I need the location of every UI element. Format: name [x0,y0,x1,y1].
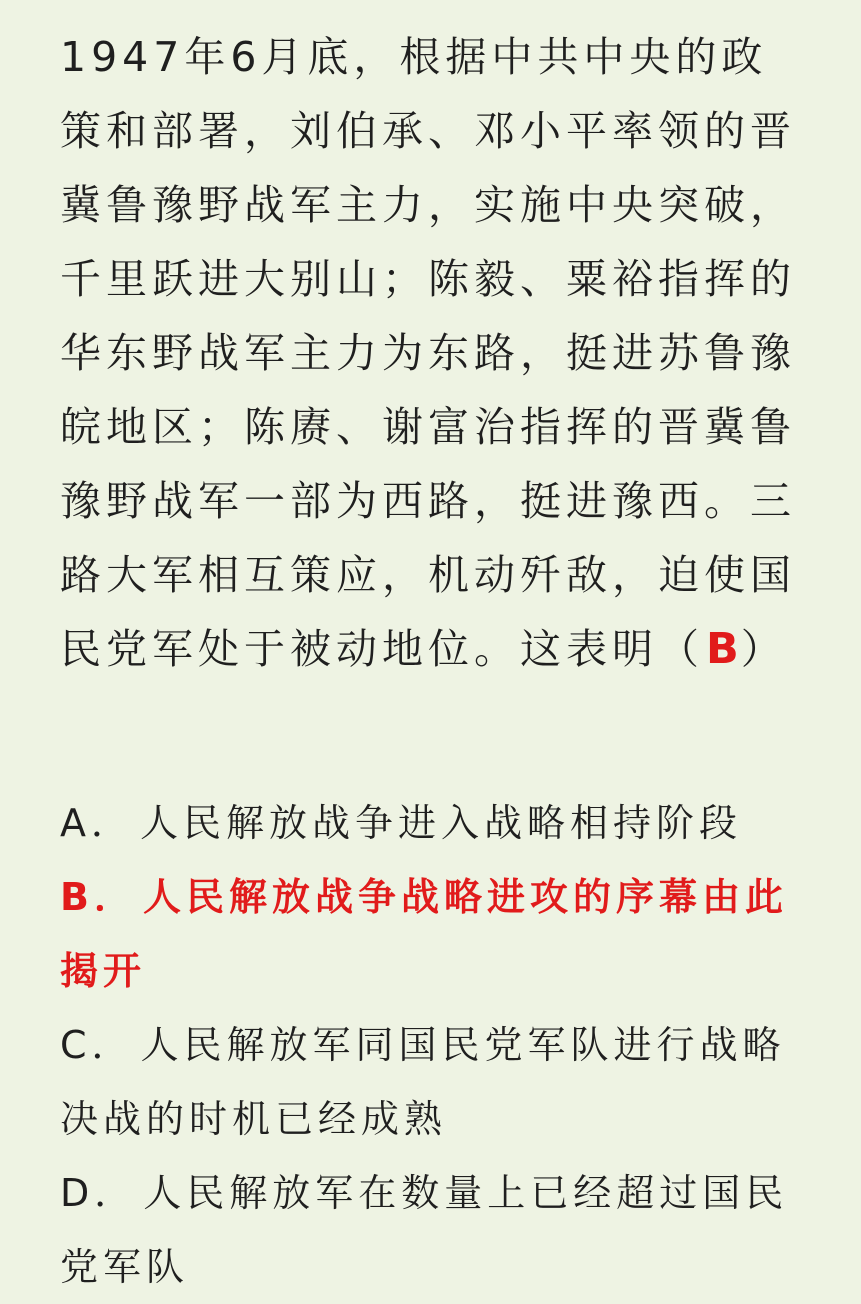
option-a-letter: A． [60,801,134,845]
answer-letter: B [706,624,739,674]
answer-paren-close: ） [740,625,787,673]
options-list [60,786,809,1304]
option-a-text: 人民解放战争进入战略相持阶段 [140,801,743,845]
option-b-text: 人民解放战争战略进攻的序幕由此揭开 [60,875,788,993]
option-c [60,1008,809,1156]
option-b-letter: B． [60,875,137,919]
option-d [60,1156,809,1304]
question-stem [60,20,809,686]
option-c-letter: C． [60,1023,135,1067]
option-d-text: 人民解放军在数量上已经超过国民党军队 [60,1171,789,1289]
option-c-text: 人民解放军同国民党军队进行战略决战的时机已经成熟 [60,1023,786,1141]
question-text: 1947年6月底，根据中共中央的政策和部署，刘伯承、邓小平率领的晋冀鲁豫野战军主力，实施中央突破，千里跃进大别山；陈毅、粟裕指挥的华东野战军主力为东路，挺进苏鲁豫皖地区；陈赓、谢富治指挥的晋冀鲁豫野战军一部为西路，挺进豫西。三路大军相互策应，机动歼敌，迫使国民党军处于被动地位。这表明 [60,33,796,673]
option-d-letter: D． [60,1171,138,1215]
option-b [60,860,809,1008]
option-a [60,786,809,860]
answer-paren-open: （ [658,625,704,673]
answer-bracket [658,625,787,673]
